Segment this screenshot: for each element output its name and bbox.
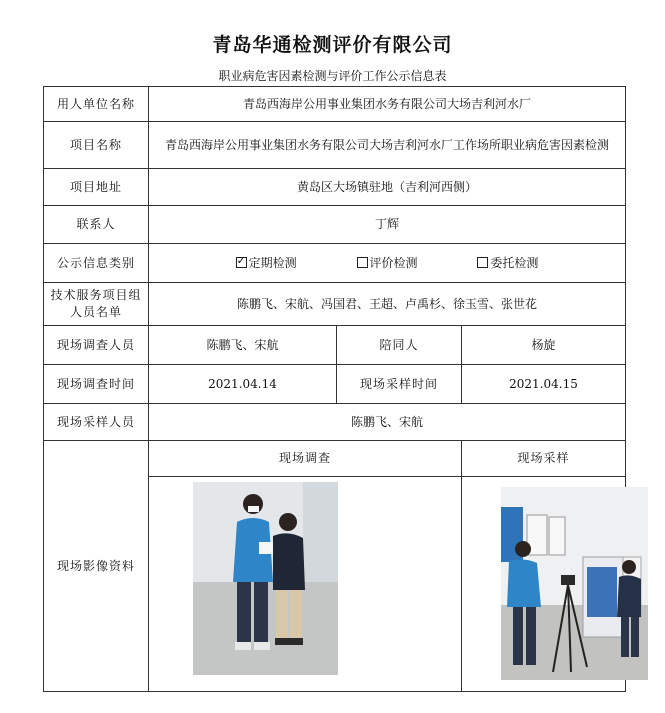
sampling-photo-image [501,487,648,680]
survey-photo-image [193,482,338,675]
companion-value: 杨旋 [462,326,626,365]
periodic-check[interactable] [236,255,297,272]
category-label: 公示信息类别 [44,244,149,283]
category-options [149,244,626,283]
form-subtitle: 职业病危害因素检测与评价工作公示信息表 [218,69,447,83]
project-row [44,122,626,169]
sampling-time-label: 现场采样时间 [337,365,462,404]
photo-survey-label: 现场调查 [149,441,462,477]
periodic-check-label: 定期检测 [248,255,297,270]
sampling-staff-label: 现场采样人员 [44,404,149,441]
disclosure-table [43,86,626,692]
survey-photo-cell [149,477,462,692]
sampling-photo-cell [462,477,626,692]
photo-sampling-label: 现场采样 [462,441,626,477]
sampling-staff-value: 陈鹏飞、宋航 [149,404,626,441]
survey-staff-value: 陈鹏飞、宋航 [149,326,337,365]
category-row [44,244,626,283]
project-value: 青岛西海岸公用事业集团水务有限公司大场吉利河水厂工作场所职业病危害因素检测 [149,122,626,169]
address-label: 项目地址 [44,169,149,206]
checked-checkbox-icon [236,257,247,268]
evaluation-check[interactable] [357,255,418,272]
photos-label: 现场影像资料 [44,441,149,692]
sampling-time-value: 2021.04.15 [462,365,626,404]
address-value: 黄岛区大场镇驻地（吉利河西侧） [149,169,626,206]
company-title: 青岛华通检测评价有限公司 [212,34,453,56]
survey-photo [193,482,338,675]
team-label: 技术服务项目组人员名单 [44,283,149,326]
contact-value: 丁辉 [149,206,626,244]
contact-label: 联系人 [44,206,149,244]
survey-time-value: 2021.04.14 [149,365,337,404]
checkbox-icon [477,257,488,268]
sampling-photo [501,487,648,680]
team-row [44,283,626,326]
time-row [44,365,626,404]
companion-label: 陪同人 [337,326,462,365]
photo-header-row [44,441,626,477]
employer-value: 青岛西海岸公用事业集团水务有限公司大场吉利河水厂 [149,87,626,122]
checkbox-icon [357,257,368,268]
survey-time-label: 现场调查时间 [44,365,149,404]
address-row [44,169,626,206]
evaluation-check-label: 评价检测 [369,255,418,270]
employer-label: 用人单位名称 [44,87,149,122]
commissioned-check-label: 委托检测 [490,255,539,270]
employer-row [44,87,626,122]
survey-staff-row [44,326,626,365]
contact-row [44,206,626,244]
commissioned-check[interactable] [477,255,538,272]
survey-staff-label: 现场调查人员 [44,326,149,365]
project-label: 项目名称 [44,122,149,169]
sampling-staff-row [44,404,626,441]
team-value: 陈鹏飞、宋航、冯国君、王超、卢禹杉、徐玉雪、张世花 [149,283,626,326]
